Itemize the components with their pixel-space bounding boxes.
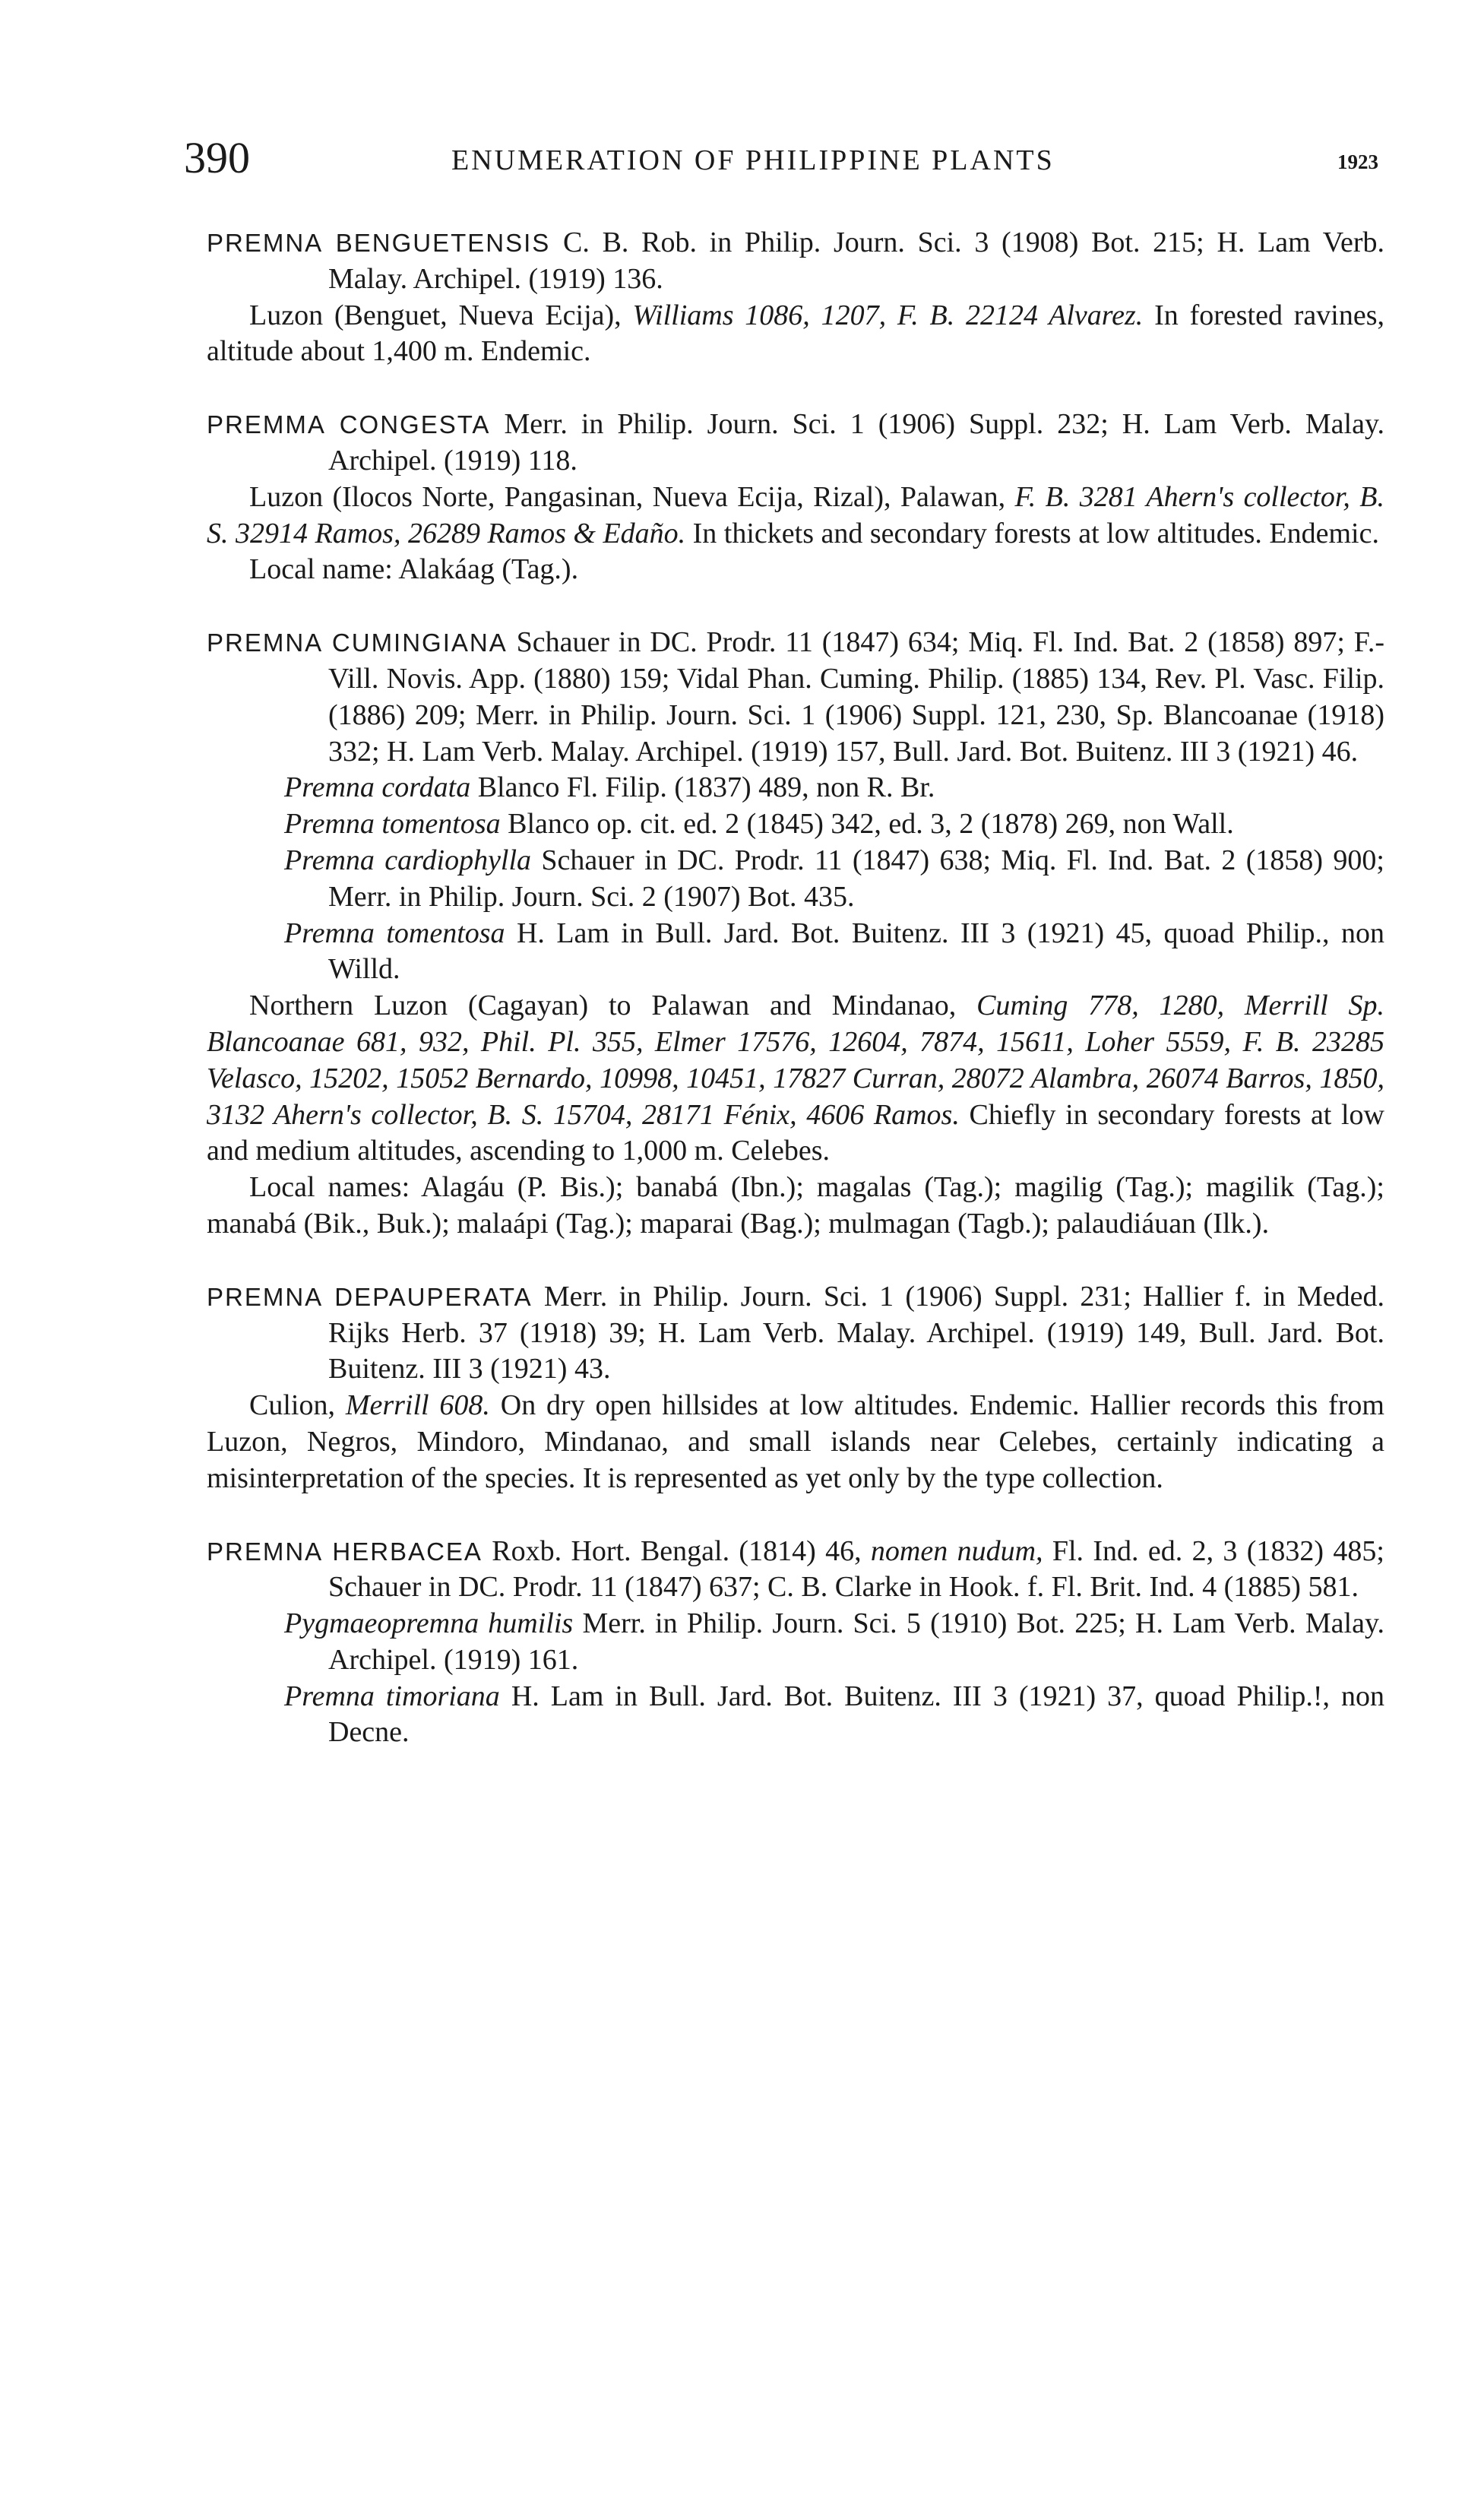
running-header — [0, 128, 1484, 188]
synonym-name: Premna tomentosa — [284, 808, 501, 841]
synonym-entry — [207, 1606, 1384, 1679]
species-entry-congesta — [207, 407, 1384, 480]
synonym-citation: H. Lam in Bull. Jard. Bot. Buitenz. III 3 (1921) 45, quoad Philip., non Willd. — [328, 917, 1384, 986]
habitat-note: Chiefly in secondary forests at low and medium altitudes, ascending to 1,000 m. Celebes. — [207, 1098, 1385, 1167]
species-citation-cont: Fl. Ind. ed. 2, 3 (1832) 485; Schauer in DC. Prodr. 11 (1847) 637; C. B. Clarke in Hook. f. Fl. Brit. Ind. 4 (1885) 581. — [328, 1534, 1384, 1604]
synonym-name: Pygmaeopremna humilis — [284, 1607, 574, 1640]
species-name: PREMNA HERBACEA — [207, 1537, 483, 1566]
distribution-paragraph — [207, 480, 1384, 553]
species-name: PREMNA DEPAUPERATA — [207, 1282, 533, 1311]
species-citation: C. B. Rob. in Philip. Journ. Sci. 3 (1908) Bot. 215; H. Lam Verb. Malay. Archipel. (1919) 136. — [328, 226, 1384, 295]
distribution-localities: Culion, — [249, 1389, 346, 1422]
species-name: PREMMA CONGESTA — [207, 410, 491, 439]
synonym-citation: Merr. in Philip. Journ. Sci. 5 (1910) Bot. 225; H. Lam Verb. Malay. Archipel. (1919) 161. — [328, 1607, 1384, 1676]
synonym-entry — [207, 770, 1384, 806]
synonym-entry — [207, 1679, 1384, 1752]
species-entry-cumingiana — [207, 625, 1384, 770]
species-name: PREMNA CUMINGIANA — [207, 629, 508, 657]
distribution-localities: Luzon (Ilocos Norte, Pangasinan, Nueva Ecija, Rizal), Palawan, — [249, 480, 1015, 513]
species-citation: Merr. in Philip. Journ. Sci. 1 (1906) Suppl. 232; H. Lam Verb. Malay. Archipel. (1919) 118. — [328, 408, 1385, 477]
distribution-paragraph — [207, 1388, 1384, 1496]
synonym-name: Premna timoriana — [284, 1680, 500, 1712]
running-title: ENUMERATION OF PHILIPPINE PLANTS — [451, 144, 1055, 176]
synonym-citation: Schauer in DC. Prodr. 11 (1847) 638; Miq. Fl. Ind. Bat. 2 (1858) 900; Merr. in Philip. Journ. Sci. 2 (1907) Bot. 435. — [328, 844, 1384, 913]
synonym-entry — [207, 806, 1384, 843]
synonym-name: Premna cardiophylla — [284, 844, 532, 876]
synonym-name: Premna cordata — [284, 771, 471, 804]
synonym-name: Premna tomentosa — [284, 917, 505, 949]
specimen-citations: Cuming 778, 1280, Merrill Sp. Blancoanae 681, 932, Phil. Pl. 355, Elmer 17576, 12604, 7874, 15611, Loher 5559, F. B. 23285 Velasco, 15202, 15052 Bernardo, 10998, 10451, 17827 Curran, 28072 Alambra, 26074 Barros, 1850, 3132 Ahern's collector, B. S. 15704, 28171 Fénix, 4606 Ramos. — [207, 990, 1384, 1131]
distribution-localities: Luzon (Benguet, Nueva Ecija), — [249, 299, 633, 331]
species-entry-benguetensis — [207, 225, 1384, 298]
text-body — [207, 207, 1384, 1751]
specimen-citations: Williams 1086, 1207, F. B. 22124 Alvarez. — [632, 299, 1144, 331]
local-name-paragraph: Local name: Alakáag (Tag.). — [249, 553, 579, 586]
specimen-citations: F. B. 3281 Ahern's collector, B. S. 32914 Ramos, 26289 Ramos & Edaño. — [207, 480, 1384, 549]
synonym-citation: Blanco op. cit. ed. 2 (1845) 342, ed. 3, 2 (1878) 269, non Wall. — [500, 808, 1234, 841]
synonym-citation: Blanco Fl. Filip. (1837) 489, non R. Br. — [470, 771, 935, 804]
nomen-nudum-note: nomen nudum, — [870, 1534, 1043, 1567]
species-citation: Merr. in Philip. Journ. Sci. 1 (1906) Suppl. 231; Hallier f. in Meded. Rijks Herb. 37 (1918) 39; H. Lam Verb. Malay. Archipel. (1919) 149, Bull. Jard. Bot. Buitenz. III 3 (1921) 43. — [328, 1280, 1384, 1385]
habitat-note: In thickets and secondary forests at low altitudes. Endemic. — [685, 517, 1379, 549]
distribution-paragraph — [207, 298, 1384, 371]
species-citation: Schauer in DC. Prodr. 11 (1847) 634; Miq. Fl. Ind. Bat. 2 (1858) 897; F.-Vill. Novis. App. (1880) 159; Vidal Phan. Cuming. Philip. (1885) 134, Rev. Pl. Vasc. Filip. (1886) 209; Merr. in Philip. Journ. Sci. 1 (1906) Suppl. 121, 230, Sp. Blancoanae (1918) 332; H. Lam Verb. Malay. Archipel. (1919) 157, Bull. Jard. Bot. Buitenz. III 3 (1921) 46. — [328, 626, 1385, 768]
synonym-entry — [207, 843, 1384, 916]
species-entry-herbacea — [207, 1534, 1384, 1607]
habitat-note: In forested ravines, altitude about 1,400 m. Endemic. — [207, 299, 1384, 368]
species-entry-depauperata — [207, 1279, 1384, 1388]
synonym-citation: H. Lam in Bull. Jard. Bot. Buitenz. III 3 (1921) 37, quoad Philip.!, non Decne. — [328, 1680, 1384, 1749]
specimen-citations: Merrill 608. — [345, 1389, 490, 1422]
header-year: 1923 — [1337, 150, 1378, 173]
distribution-localities: Northern Luzon (Cagayan) to Palawan and Mindanao, — [249, 990, 977, 1022]
species-name: PREMNA BENGUETENSIS — [207, 229, 551, 257]
synonym-entry — [207, 916, 1384, 989]
page-number: 390 — [184, 133, 250, 182]
habitat-note: On dry open hillsides at low altitudes. Endemic. Hallier records this from Luzon, Negros, Mindoro, Mindanao, and small islands near Celebes, certainly indicating a misinterpretation of the species. It is represented as yet only by the type collection. — [207, 1389, 1384, 1494]
species-citation: Roxb. Hort. Bengal. (1814) 46, — [492, 1534, 871, 1567]
local-name-paragraph: Local names: Alagáu (P. Bis.); banabá (Ibn.); magalas (Tag.); magilig (Tag.); magilik (Tag.); manabá (Bik., Buk.); malaápi (Tag.); maparai (Bag.); mulmagan (Tagb.); palaudiáuan (Ilk.). — [207, 1171, 1384, 1240]
distribution-paragraph — [207, 988, 1384, 1170]
